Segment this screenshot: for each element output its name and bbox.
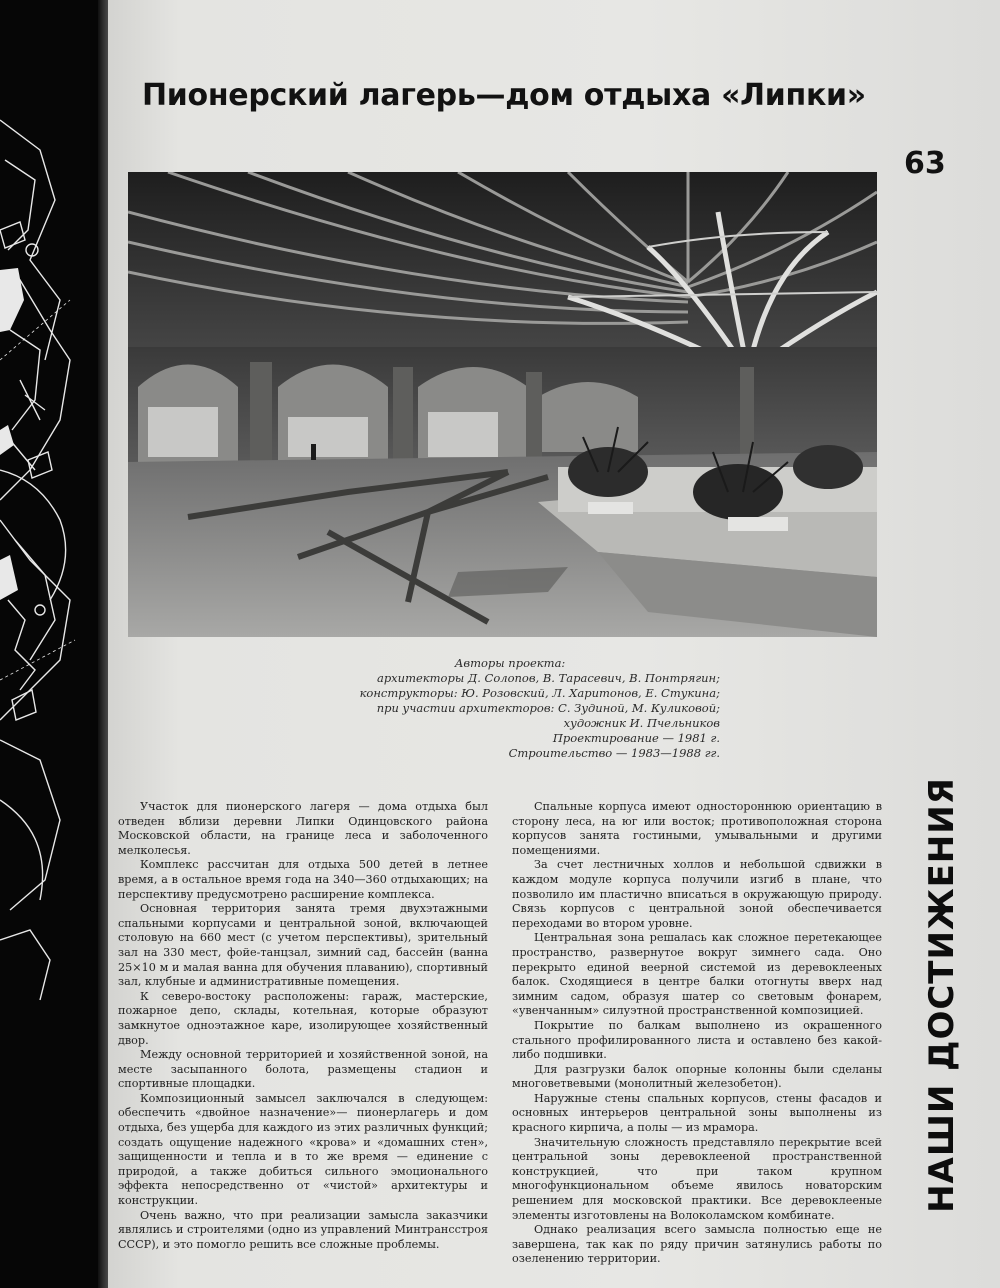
- credits-line: Проектирование — 1981 г.: [552, 731, 720, 745]
- previous-page: [0, 0, 112, 1288]
- article-column-left: [118, 800, 488, 1252]
- credits-line: художник И. Пчельников: [563, 716, 720, 730]
- page-title: Пионерский лагерь—дом отдыха «Липки»: [142, 78, 866, 113]
- interior-hall-photo-icon: [128, 172, 877, 637]
- interior-hall-photo: [128, 172, 877, 637]
- paragraph: Наружные стены спальных корпусов, стены фасадов и основных интерьеров центральной зоны выполнены из красного кирпича, а полы — из мрамора.: [512, 1091, 882, 1135]
- paragraph: Для разгрузки балок опорные колонны были сделаны многоветвевыми (монолитный железобетон).: [512, 1062, 882, 1091]
- paragraph: Однако реализация всего замысла полностью еще не завершена, так как по ряду причин затянулись работы по озеленению территории.: [512, 1223, 882, 1266]
- paragraph: Спальные корпуса имеют одностороннюю ориентацию в сторону леса, на юг или восток; противоположная сторона корпусов занята гостиными, умывальными и другими помещениями.: [512, 800, 882, 857]
- page-number: 63: [904, 146, 946, 181]
- paragraph: Участок для пионерского лагеря — дома отдыха был отведен вблизи деревни Липки Одинцовского района Московской области, на границе леса и заболоченного мелколесья.: [118, 800, 488, 857]
- credits-line: Строительство — 1983—1988 гг.: [508, 746, 720, 760]
- section-label-text: НАШИ ДОСТИЖЕНИЯ: [922, 777, 962, 1213]
- article-column-right: [512, 800, 882, 1267]
- project-credits: [300, 656, 720, 761]
- paragraph: К северо-востоку расположены: гараж, мастерские, пожарное депо, склады, котельная, которые образуют замкнутое одноэтажное каре, изолирующее хозяйственный двор.: [118, 989, 488, 1047]
- paragraph: Значительную сложность представляло перекрытие всей центральной зоны деревоклееной пространственной конструкцией, что при таком крупном многофункциональном объеме явилось новаторским решением для московской практики. Все деревоклееные элементы изготовлены на Волоколамском комбинате.: [512, 1135, 882, 1222]
- paragraph: Центральная зона решалась как сложное перетекающее пространство, развернутое вокруг зимнего сада. Оно перекрыто единой веерной системой из деревоклееных балок. Сходящиеся в центре балки отогнуты вверх над зимним садом, образуя шатер со световым фонарем, «увенчанным» силуэтной пространственной композицией.: [512, 931, 882, 1018]
- credits-heading: Авторы проекта:: [454, 656, 566, 670]
- paragraph: Основная территория занята тремя двухэтажными спальными корпусами и центральной зоной, включающей столовую на 660 мест (с учетом перспективы), зрительный зал на 330 мест, фойе-танцзал, зимний сад, бассейн (ванна 25×10 м и малая ванна для обучения плаванию), спортивный зал, клубные и административные помещения.: [118, 902, 488, 989]
- paragraph: Между основной территорией и хозяйственной зоной, на месте засыпанного болота, размещены стадион и спортивные площадки.: [118, 1048, 488, 1091]
- credits-line: при участии архитекторов: С. Зудиной, М. Куликовой;: [376, 701, 720, 715]
- site-plan-drawing-icon: [0, 0, 112, 1288]
- paragraph: Комплекс рассчитан для отдыха 500 детей в летнее время, а в остальное время года на 340—360 отдыхающих; на перспективу предусмотрено расширение комплекса.: [118, 858, 488, 901]
- paragraph: Покрытие по балкам выполнено из окрашенного стального профилированного листа и оставлено без какой-либо подшивки.: [512, 1018, 882, 1062]
- credits-line: конструкторы: Ю. Розовский, Л. Харитонов, Е. Стукина;: [359, 686, 720, 700]
- paragraph: Очень важно, что при реализации замысла заказчики являлись и строителями (одно из управлений Минтрансстроя СССР), и это помогло решить все сложные проблемы.: [118, 1208, 488, 1251]
- section-label: [918, 777, 966, 1213]
- credits-line: архитекторы Д. Солопов, В. Тарасевич, В. Понтрягин;: [376, 671, 720, 685]
- paragraph: Композиционный замысел заключался в следующем: обеспечить «двойное назначение»— пионерлагерь и дом отдыха, без ущерба для каждого из этих различных функций; создать ощущение надежного «крова» и «домашних стен», защищенности и тепла и в то же время — единение с природой, а также добиться сильного эмоционального эффекта непосредственно от «чистой» архитектуры и конструкции.: [118, 1091, 488, 1208]
- paragraph: За счет лестничных холлов и небольшой сдвижки в каждом модуле корпуса получили изгиб в плане, что позволило им пластично вписаться в окружающую природу. Связь корпусов с центральной зоной обеспечивается переходами во втором уровне.: [512, 858, 882, 930]
